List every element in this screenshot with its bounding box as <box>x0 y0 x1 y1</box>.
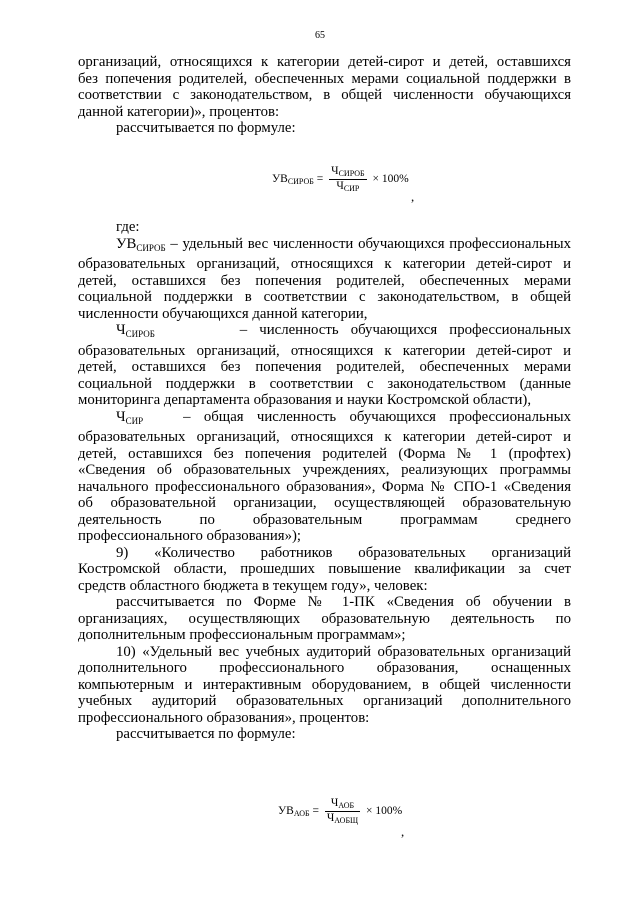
text-line: компьютерным и интерактивным оборудованием, в общей численности <box>78 676 571 693</box>
text-line: профессионального образования»); <box>78 528 302 544</box>
formula-uv-aob <box>278 798 402 825</box>
item-10-title: 10) «Удельный вес учебных аудиторий образовательных организаций <box>116 643 571 660</box>
text-line: детей, оставшихся без попечения родителей (Форма № 1 (профтех) <box>78 445 571 462</box>
equals-sign: = <box>312 805 319 818</box>
text-line: данной категории)», процентов: <box>78 103 280 120</box>
where-label: где: <box>116 219 140 235</box>
text-line: организациях, осуществляющих образовательную деятельность по <box>78 610 571 627</box>
text-line: «Сведения об образовательных учреждениях, реализующих программы <box>78 462 571 478</box>
definitions-block <box>78 219 571 743</box>
text-line: численности обучающихся данной категории, <box>78 305 368 322</box>
symbol-uv-sirob: $УВ_{СИРОБ}$ <box>116 235 166 253</box>
text-line: детей, оставшихся без попечения родителей, обеспеченных мерами <box>78 272 571 289</box>
formula-comma: , <box>401 824 405 839</box>
formula-lhs: $УВ_{СИРОБ}$ <box>272 172 314 186</box>
calc-by-formula-label: рассчитывается по формуле: <box>116 726 296 742</box>
text-line: дополнительным профессиональным программам»; <box>78 627 406 643</box>
numerator: $Ч_{СИРОБ}$ <box>331 165 365 178</box>
text-line: учебных аудиторий образовательных организаций дополнительного <box>78 693 571 709</box>
text-line: соответствии с законодательством, в общей численности обучающихся <box>78 87 571 103</box>
definition-ch-sir: $Ч_{СИР}$ – общая численность обучающихся профессиональных <box>78 409 571 430</box>
text-line: детей, оставшихся без попечения родителей, обеспеченных мерами <box>78 359 571 375</box>
equals-sign: = <box>316 173 324 186</box>
formula-comma: , <box>411 189 415 204</box>
text-line: образовательных организаций, относящихся к категории детей-сирот и <box>78 429 571 445</box>
text-line: мониторинга департамента образования и науки Костромской области), <box>78 392 532 408</box>
item-9-calc: рассчитывается по Форме № 1-ПК «Сведения об обучении в <box>116 594 571 610</box>
text-line: социальной поддержки в соответствии с законодательством, в общей <box>78 289 571 305</box>
formula-fraction <box>329 166 367 193</box>
text-line: социальной поддержки в соответствии с законодательством (данные <box>78 375 571 392</box>
item-9-title: 9) «Количество работников образовательных организаций <box>116 544 571 561</box>
text-line: организаций, относящихся к категории детей-сирот и детей, оставшихся <box>78 54 571 70</box>
formula-lhs: $УВ_{АОБ}$ <box>278 804 310 818</box>
text-line: об образовательной организации, осуществляющей образовательную <box>78 495 571 511</box>
page-number: 65 <box>315 30 325 41</box>
denominator: $Ч_{АОБЩ}$ <box>326 812 359 825</box>
text-line: образовательных организаций, относящихся к категории детей-сирот и <box>78 256 571 272</box>
calc-by-formula-label: рассчитывается по формуле: <box>116 120 296 136</box>
denominator: $Ч_{СИР}$ <box>336 180 360 193</box>
formula-uv-sirob <box>272 166 409 193</box>
text-line: Костромской области, прошедших повышение квалификации за счет <box>78 561 571 577</box>
text-line: без попечения родителей, обеспеченных мерами социальной поддержки в <box>78 70 571 87</box>
text-line: деятельность по образовательным программам среднего <box>78 511 571 528</box>
formula-fraction <box>325 798 360 825</box>
formula-multiplier: × 100% <box>366 804 403 817</box>
text-line: образовательных организаций, относящихся к категории детей-сирот и <box>78 342 571 359</box>
text-line: профессионального образования», процентов: <box>78 709 370 726</box>
text-line: дополнительного профессионального образования, оснащенных <box>78 660 571 676</box>
definition-ch-sirob: $Ч_{СИРОБ}$ – численность обучающихся профессиональных <box>78 322 571 343</box>
intro-paragraph <box>78 54 571 137</box>
text-line: начального профессионального образования», Форма № СПО-1 «Сведения <box>78 478 571 495</box>
definition-uv-sirob: $УВ_{СИРОБ}$ – удельный вес численности обучающихся профессиональных <box>78 236 571 257</box>
text-line: средств областного бюджета в текущем году», человек: <box>78 577 428 594</box>
formula-multiplier: × 100% <box>372 172 409 185</box>
symbol-ch-sirob: $Ч_{СИРОБ}$ <box>116 322 155 339</box>
numerator: $Ч_{АОБ}$ <box>325 798 360 812</box>
symbol-ch-sir: $Ч_{СИР}$ <box>116 408 144 426</box>
